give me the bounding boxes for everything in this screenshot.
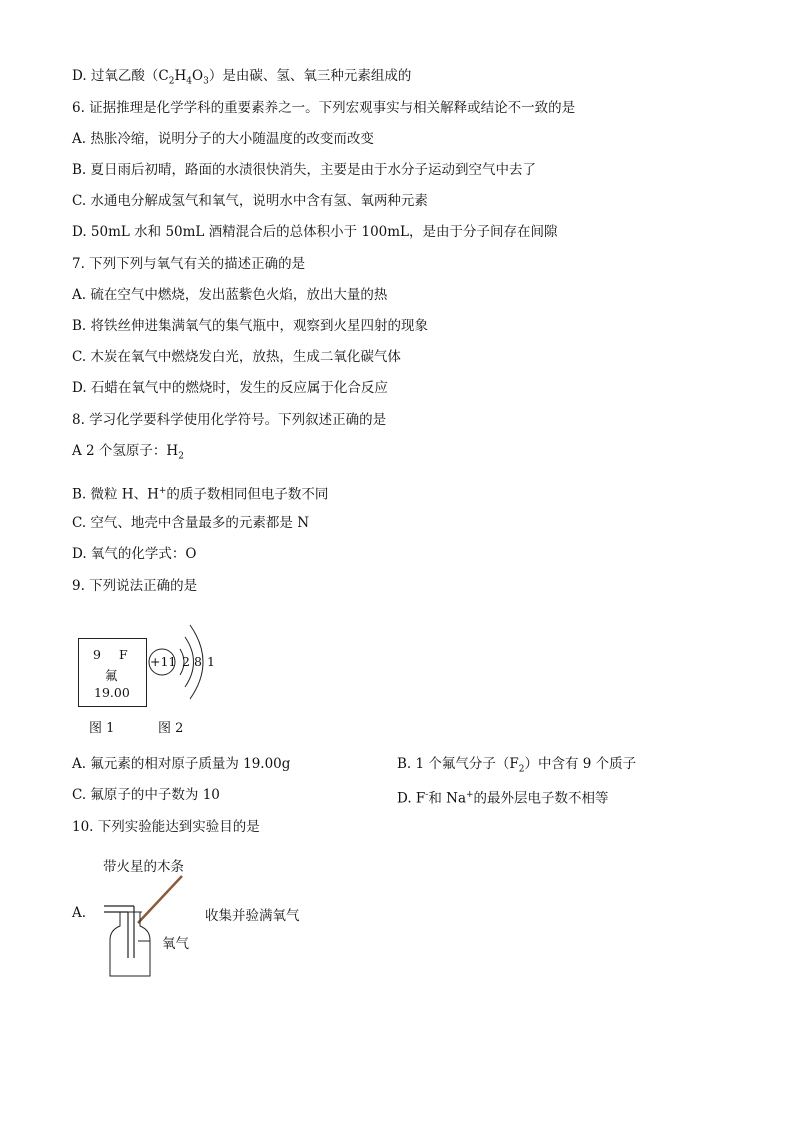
q10-stem: 10. 下列实验能达到实验目的是 [72, 819, 260, 835]
element-symbol: F [119, 647, 128, 662]
q10-option-a-letter: A. [72, 905, 87, 921]
q9-option-d [397, 786, 609, 808]
q7-stem: 7. 下列下列与氧气有关的描述正确的是 [72, 256, 306, 272]
q7-option-b: B. 将铁丝伸进集满氧气的集气瓶中，观察到火星四射的现象 [72, 318, 429, 334]
q5-option-d [72, 67, 411, 91]
subscript: 2 [168, 76, 175, 87]
q5-d-text: O [192, 68, 204, 84]
q7-option-d: D. 石蜡在氧气中的燃烧时，发生的反应属于化合反应 [72, 380, 388, 396]
oxygen-label: 氧气 [162, 936, 189, 952]
subscript: 2 [178, 451, 184, 462]
q8-stem: 8. 学习化学要科学使用化学符号。下列叙述正确的是 [72, 412, 387, 428]
superscript: - [425, 790, 429, 800]
q8-option-a [72, 442, 184, 466]
q9-stem: 9. 下列说法正确的是 [72, 578, 198, 594]
q9-option-a: A. 氟元素的相对原子质量为 19.00g [72, 756, 291, 772]
q6-option-a: A. 热胀冷缩，说明分子的大小随温度的改变而改变 [72, 131, 374, 147]
atomic-number: 9 [93, 647, 101, 662]
atomic-mass: 19.00 [94, 685, 130, 700]
shell-electrons-3: 1 [207, 654, 215, 669]
q8-b-text: B. 微粒 H、H [72, 486, 159, 503]
element-name: 氟 [105, 668, 118, 683]
q7-option-c: C. 木炭在氧气中燃烧发白光，放热，生成二氧化碳气体 [72, 349, 401, 365]
q8-option-b [72, 482, 328, 504]
superscript: + [466, 790, 474, 800]
subscript: 2 [518, 764, 525, 775]
shell-electrons-2: 8 [194, 654, 202, 669]
q6-option-c: C. 水通电分解成氢气和氧气，说明水中含有氢、氧两种元素 [72, 193, 428, 209]
subscript: 4 [186, 76, 193, 87]
element-card-fluorine [78, 638, 147, 707]
q9-option-b [397, 755, 636, 779]
q5-d-text: ）是由碳、氢、氧三种元素组成的 [208, 68, 412, 84]
figure-2-caption: 图 2 [158, 721, 184, 736]
figure-1-caption: 图 1 [89, 721, 115, 736]
q9-d-text: D. F [397, 790, 426, 807]
q9-d-text: 的最外层电子数不相等 [473, 790, 609, 807]
q9-b-text: ）中含有 9 个质子 [524, 756, 637, 772]
q9-d-text: 和 Na [428, 790, 466, 807]
subscript: 3 [203, 76, 209, 87]
q5-d-text: D. 过氧乙酸（C [72, 68, 169, 84]
gas-bottle [110, 912, 150, 976]
gas-collection-apparatus [98, 868, 188, 980]
q8-a-text: A 2 个氢原子：H [72, 443, 179, 459]
q9-b-text: B. 1 个氟气分子（F [397, 756, 519, 772]
q9-option-c: C. 氟原子的中子数为 10 [72, 787, 220, 803]
q8-option-d: D. 氧气的化学式：O [72, 546, 197, 562]
superscript: + [158, 486, 167, 496]
q6-option-d: D. 50mL 水和 50mL 酒精混合后的总体积小于 100mL，是由于分子间存在间隙 [72, 224, 558, 240]
experiment-purpose: 收集并验满氧气 [205, 908, 300, 924]
shell-electrons-1: 2 [182, 654, 190, 669]
q8-b-text: 的质子数相同但电子数不同 [166, 486, 329, 503]
stick-label: 带火星的木条 [103, 859, 184, 875]
nucleus-charge: +11 [150, 654, 177, 669]
wooden-stick [138, 876, 182, 923]
q6-stem: 6. 证据推理是化学学科的重要素养之一。下列宏观事实与相关解释或结论不一致的是 [72, 100, 576, 116]
q5-d-text: H [174, 68, 187, 84]
q6-option-b: B. 夏日雨后初晴，路面的水渍很快消失，主要是由于水分子运动到空气中去了 [72, 162, 537, 178]
q7-option-a: A. 硫在空气中燃烧，发出蓝紫色火焰，放出大量的热 [72, 287, 388, 303]
q8-option-c: C. 空气、地壳中含量最多的元素都是 N [72, 515, 310, 531]
